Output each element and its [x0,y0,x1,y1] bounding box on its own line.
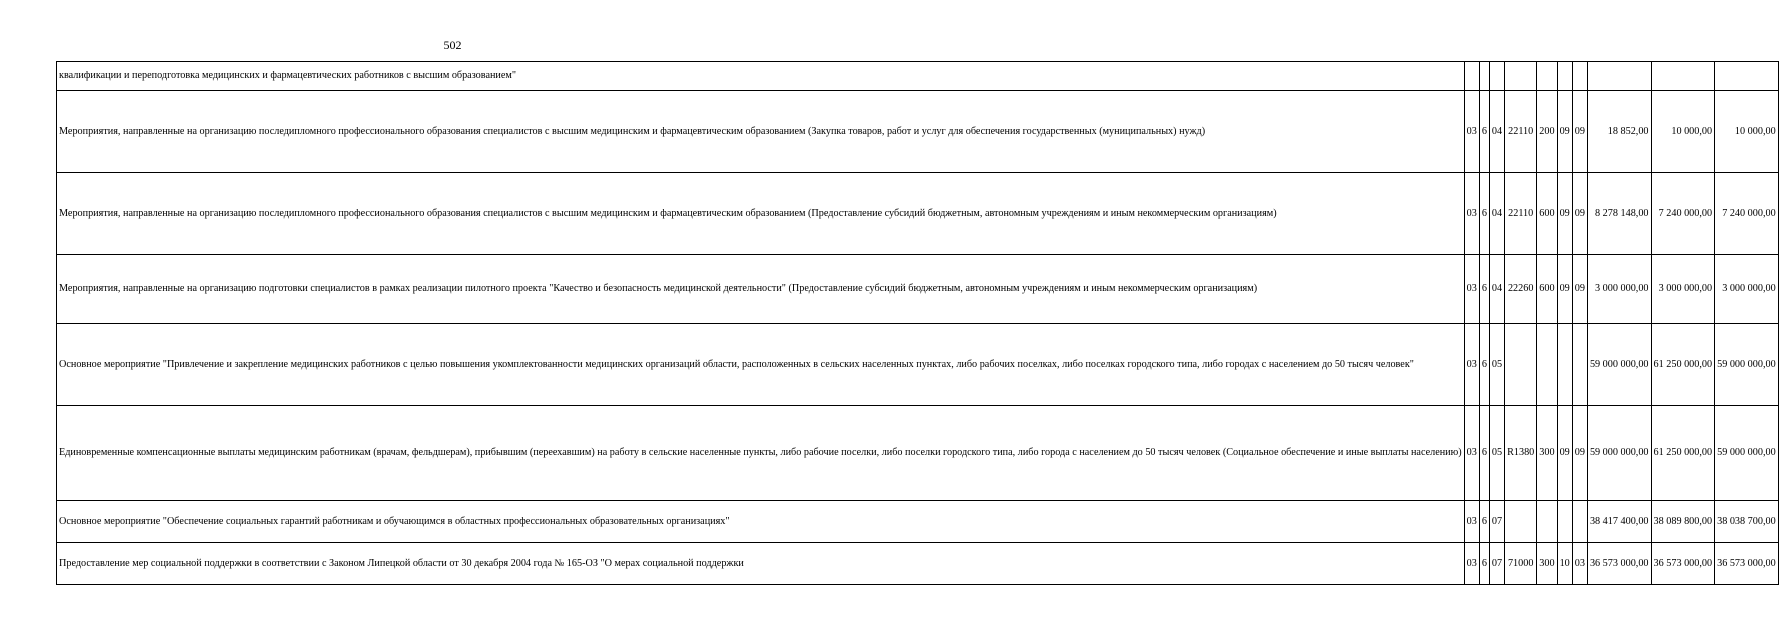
direction-code [1505,501,1537,543]
amount-year-3: 3 000 000,00 [1715,255,1779,324]
subprogram-code: 6 [1479,501,1489,543]
amount-year-3: 10 000,00 [1715,91,1779,173]
measure-code: 05 [1489,406,1504,501]
subsection-code: 09 [1572,91,1587,173]
section-code: 09 [1557,406,1572,501]
amount-year-3: 38 038 700,00 [1715,501,1779,543]
amount-year-1: 59 000 000,00 [1587,406,1651,501]
table-row [57,324,1779,406]
budget-table [56,61,1779,585]
section-code [1557,501,1572,543]
program-code: 03 [1464,255,1479,324]
subprogram-code [1479,62,1489,91]
subsection-code [1572,501,1587,543]
subprogram-code: 6 [1479,173,1489,255]
program-code: 03 [1464,543,1479,585]
table-row [57,501,1779,543]
measure-code: 04 [1489,91,1504,173]
expense-type-code: 600 [1537,255,1557,324]
expense-type-code: 600 [1537,173,1557,255]
row-description: Основное мероприятие "Привлечение и закрепление медицинских работников с целью повышения укомплектованности медицинских организаций области, расположенных в сельских населенных пунктах, либо рабочих поселках, либо поселках городского типа, либо городах с населением до 50 тысяч человек" [57,324,1465,406]
amount-year-2: 7 240 000,00 [1651,173,1715,255]
amount-year-1: 38 417 400,00 [1587,501,1651,543]
table-row [57,255,1779,324]
expense-type-code [1537,62,1557,91]
measure-code: 05 [1489,324,1504,406]
row-description: Мероприятия, направленные на организацию подготовки специалистов в рамках реализации пилотного проекта "Качество и безопасность медицинской деятельности" (Предоставление субсидий бюджетным, автономным учреждениям и иным некоммерческим организациям) [57,255,1465,324]
amount-year-3: 36 573 000,00 [1715,543,1779,585]
table-row [57,543,1779,585]
section-code: 09 [1557,255,1572,324]
subprogram-code: 6 [1479,543,1489,585]
measure-code [1489,62,1504,91]
expense-type-code: 300 [1537,543,1557,585]
amount-year-3: 59 000 000,00 [1715,324,1779,406]
subprogram-code: 6 [1479,406,1489,501]
direction-code: 22260 [1505,255,1537,324]
direction-code: 22110 [1505,91,1537,173]
amount-year-1: 36 573 000,00 [1587,543,1651,585]
direction-code: 22110 [1505,173,1537,255]
row-description: Предоставление мер социальной поддержки в соответствии с Законом Липецкой области от 30 декабря 2004 года № 165-ОЗ "О мерах социальной поддержки [57,543,1465,585]
measure-code: 07 [1489,501,1504,543]
amount-year-3 [1715,62,1779,91]
expense-type-code: 200 [1537,91,1557,173]
subsection-code [1572,62,1587,91]
subprogram-code: 6 [1479,324,1489,406]
program-code: 03 [1464,173,1479,255]
amount-year-2: 61 250 000,00 [1651,406,1715,501]
program-code: 03 [1464,324,1479,406]
row-description: Единовременные компенсационные выплаты медицинским работникам (врачам, фельдшерам), прибывшим (переехавшим) на работу в сельские населенные пункты, либо рабочие поселки, либо поселки городского типа, либо города с населением до 50 тысяч человек (Социальное обеспечение и иные выплаты населению) [57,406,1465,501]
subprogram-code: 6 [1479,91,1489,173]
amount-year-2: 36 573 000,00 [1651,543,1715,585]
table-row [57,62,1779,91]
section-code: 09 [1557,91,1572,173]
measure-code: 04 [1489,173,1504,255]
amount-year-3: 59 000 000,00 [1715,406,1779,501]
section-code [1557,62,1572,91]
amount-year-2: 38 089 800,00 [1651,501,1715,543]
row-description: квалификации и переподготовка медицинских и фармацевтических работников с высшим образованием" [57,62,1465,91]
subsection-code: 03 [1572,543,1587,585]
table-row [57,406,1779,501]
program-code [1464,62,1479,91]
row-description: Мероприятия, направленные на организацию последипломного профессионального образования специалистов с высшим медицинским и фармацевтическим образованием (Закупка товаров, работ и услуг для обеспечения государственных (муниципальных) нужд) [57,91,1465,173]
expense-type-code [1537,324,1557,406]
amount-year-1: 8 278 148,00 [1587,173,1651,255]
measure-code: 04 [1489,255,1504,324]
amount-year-2: 10 000,00 [1651,91,1715,173]
row-description: Мероприятия, направленные на организацию последипломного профессионального образования специалистов с высшим медицинским и фармацевтическим образованием (Предоставление субсидий бюджетным, автономным учреждениям и иным некоммерческим организациям) [57,173,1465,255]
amount-year-1: 3 000 000,00 [1587,255,1651,324]
direction-code: 71000 [1505,543,1537,585]
subsection-code [1572,324,1587,406]
subsection-code: 09 [1572,173,1587,255]
row-description: Основное мероприятие "Обеспечение социальных гарантий работникам и обучающимся в областных профессиональных образовательных организациях" [57,501,1465,543]
direction-code [1505,324,1537,406]
table-row [57,91,1779,173]
page-number: 502 [443,38,462,52]
subsection-code: 09 [1572,255,1587,324]
subsection-code: 09 [1572,406,1587,501]
amount-year-2: 61 250 000,00 [1651,324,1715,406]
program-code: 03 [1464,501,1479,543]
program-code: 03 [1464,406,1479,501]
table-row [57,173,1779,255]
amount-year-1: 59 000 000,00 [1587,324,1651,406]
amount-year-2 [1651,62,1715,91]
measure-code: 07 [1489,543,1504,585]
amount-year-3: 7 240 000,00 [1715,173,1779,255]
amount-year-2: 3 000 000,00 [1651,255,1715,324]
subprogram-code: 6 [1479,255,1489,324]
direction-code [1505,62,1537,91]
program-code: 03 [1464,91,1479,173]
section-code: 09 [1557,173,1572,255]
amount-year-1 [1587,62,1651,91]
amount-year-1: 18 852,00 [1587,91,1651,173]
expense-type-code [1537,501,1557,543]
section-code: 10 [1557,543,1572,585]
section-code [1557,324,1572,406]
expense-type-code: 300 [1537,406,1557,501]
direction-code: R1380 [1505,406,1537,501]
